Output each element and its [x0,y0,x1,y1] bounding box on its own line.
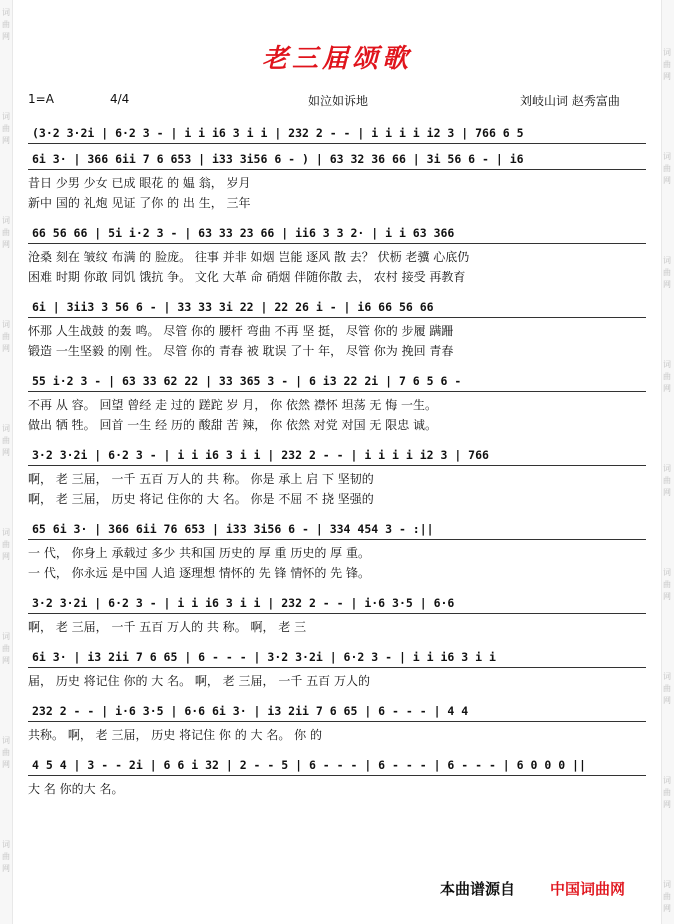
watermark-glyph: 曲 [2,748,10,757]
watermark-glyph: 曲 [663,476,671,485]
lyric-line: 沧桑 刻在 皱纹 布满 的 脸庞。 往事 并非 如烟 岂能 逐风 散 去？ 伏枥 老骥 心底仍 [28,250,470,264]
watermark-glyph: 词 [2,736,10,745]
watermark-glyph: 网 [2,448,10,457]
composer-credits: 刘岐山词 赵秀富曲 [520,94,620,108]
watermark-glyph: 网 [2,344,10,353]
watermark-glyph: 曲 [663,892,671,901]
tempo-expression: 如泣如诉地 [308,94,369,108]
source-site: 中国词曲网 [550,880,626,898]
watermark-glyph: 曲 [2,436,10,445]
lyric-line: 届， 历史 将记住 你的 大 名。 啊， 老 三届， 一千 五百 万人的 [28,674,370,688]
watermark-glyph: 网 [2,32,10,41]
notation-line: 6i 3· | i3 2ii 7 6 65 | 6 - - - | 3·2 3·2i | 6·2 3 - | i i i6 3 i i [28,648,646,668]
watermark-glyph: 曲 [2,124,10,133]
watermark-glyph: 词 [663,48,671,57]
watermark-glyph: 曲 [2,228,10,237]
lyric-line: 啊， 老 三届， 一千 五百 万人的 共 称。 你是 承上 启 下 坚韧的 [28,472,374,486]
watermark-glyph: 曲 [663,580,671,589]
watermark-glyph: 词 [2,216,10,225]
watermark-glyph: 曲 [2,644,10,653]
watermark-glyph: 词 [2,840,10,849]
watermark-glyph: 曲 [2,20,10,29]
watermark-glyph: 曲 [2,540,10,549]
lyric-line: 啊， 老 三届， 历史 将记 住你的 大 名。 你是 不屈 不 挠 坚强的 [28,492,374,506]
watermark-glyph: 网 [663,176,671,185]
lyric-line: 新中 国的 礼炮 见证 了你 的 出 生， 三年 [28,196,251,210]
watermark-glyph: 曲 [2,332,10,341]
lyric-line: 做出 牺 牲。 回首 一生 经 历的 酸甜 苦 辣， 你 依然 对党 对国 无 限忠 诚。 [28,418,438,432]
source-label: 本曲谱源自 [440,880,516,898]
watermark-glyph: 网 [663,488,671,497]
watermark-glyph: 曲 [663,164,671,173]
lyric-line: 锻造 一生坚毅 的刚 性。 尽管 你的 青春 被 耽误 了十 年， 尽管 你为 挽回 青春 [28,344,454,358]
lyric-line: 一 代， 你永远 是中国 人追 逐理想 情怀的 先 锋 情怀的 先 锋。 [28,566,370,580]
lyric-line: 一 代， 你身上 承载过 多少 共和国 历史的 厚 重 历史的 厚 重。 [28,546,370,560]
watermark-glyph: 词 [663,152,671,161]
lyric-line: 困难 时期 你敢 同饥 饿抗 争。 文化 大革 命 硝烟 伴随你散 去， 农村 接受 再教育 [28,270,466,284]
watermark-glyph: 网 [663,72,671,81]
right-margin-strip [661,0,674,924]
notation-line: 65 6i 3· | 366 6ii 76 653 | i33 3i56 6 - | 334 454 3 - :|| [28,520,646,540]
watermark-glyph: 词 [2,424,10,433]
watermark-glyph: 网 [2,760,10,769]
song-title: 老三届颂歌 [261,44,412,74]
watermark-glyph: 词 [2,320,10,329]
watermark-glyph: 网 [663,696,671,705]
notation-line: 3·2 3·2i | 6·2 3 - | i i i6 3 i i | 232 2 - - | i·6 3·5 | 6·6 [28,594,646,614]
notation-line: 3·2 3·2i | 6·2 3 - | i i i6 3 i i | 232 2 - - | i i i i i2 3 | 766 [28,446,646,466]
watermark-glyph: 词 [2,528,10,537]
watermark-glyph: 词 [663,672,671,681]
watermark-glyph: 词 [663,464,671,473]
watermark-glyph: 网 [2,864,10,873]
watermark-glyph: 词 [663,776,671,785]
watermark-glyph: 曲 [663,268,671,277]
notation-line: 6i | 3ii3 3 56 6 - | 33 33 3i 22 | 22 26 i - | i6 66 56 66 [28,298,646,318]
watermark-glyph: 曲 [663,372,671,381]
watermark-glyph: 词 [2,8,10,17]
watermark-glyph: 词 [663,360,671,369]
lyric-line: 大 名 你的大 名。 [28,782,124,796]
watermark-glyph: 曲 [663,684,671,693]
watermark-glyph: 词 [2,632,10,641]
watermark-glyph: 网 [2,240,10,249]
watermark-glyph: 曲 [663,60,671,69]
lyric-line: 啊， 老 三届， 一千 五百 万人的 共 称。 啊， 老 三 [28,620,307,634]
key-signature: 1=A [28,92,54,106]
watermark-glyph: 网 [2,136,10,145]
watermark-glyph: 网 [663,904,671,913]
watermark-glyph: 网 [2,656,10,665]
notation-line: 4 5 4 | 3 - - 2i | 6 6 i 32 | 2 - - 5 | 6 - - - | 6 - - - | 6 - - - | 6 0 0 0 || [28,756,646,776]
notation-line: (3·2 3·2i | 6·2 3 - | i i i6 3 i i | 232 2 - - | i i i i i2 3 | 766 6 5 [28,124,646,144]
notation-line: 232 2 - - | i·6 3·5 | 6·6 6i 3· | i3 2ii 7 6 65 | 6 - - - | 4 4 [28,702,646,722]
time-signature: 4/4 [110,92,130,106]
watermark-glyph: 网 [663,800,671,809]
notation-line: 66 56 66 | 5i i·2 3 - | 63 33 23 66 | ii6 3 3 2· | i i 63 366 [28,224,646,244]
watermark-glyph: 网 [663,592,671,601]
watermark-glyph: 网 [2,552,10,561]
watermark-glyph: 网 [663,384,671,393]
lyric-line: 共称。 啊， 老 三届， 历史 将记住 你 的 大 名。 你 的 [28,728,322,742]
watermark-glyph: 词 [663,880,671,889]
lyric-line: 不再 从 容。 回望 曾经 走 过的 蹉跎 岁 月， 你 依然 襟怀 坦荡 无 悔 一生。 [28,398,438,412]
watermark-glyph: 词 [663,256,671,265]
notation-line: 55 i·2 3 - | 63 33 62 22 | 33 365 3 - | 6 i3 22 2i | 7 6 5 6 - [28,372,646,392]
watermark-glyph: 曲 [663,788,671,797]
watermark-glyph: 曲 [2,852,10,861]
lyric-line: 怀那 人生战鼓 的轰 鸣。 尽管 你的 腰杆 弯曲 不再 坚 挺， 尽管 你的 步履 蹒跚 [28,324,454,338]
lyric-line: 昔日 少男 少女 已成 眼花 的 媪 翁， 岁月 [28,176,251,190]
watermark-glyph: 词 [2,112,10,121]
watermark-glyph: 词 [663,568,671,577]
notation-line: 6i 3· | 366 6ii 7 6 653 | i33 3i56 6 - ) | 63 32 36 66 | 3i 56 6 - | i6 [28,150,646,170]
watermark-glyph: 网 [663,280,671,289]
